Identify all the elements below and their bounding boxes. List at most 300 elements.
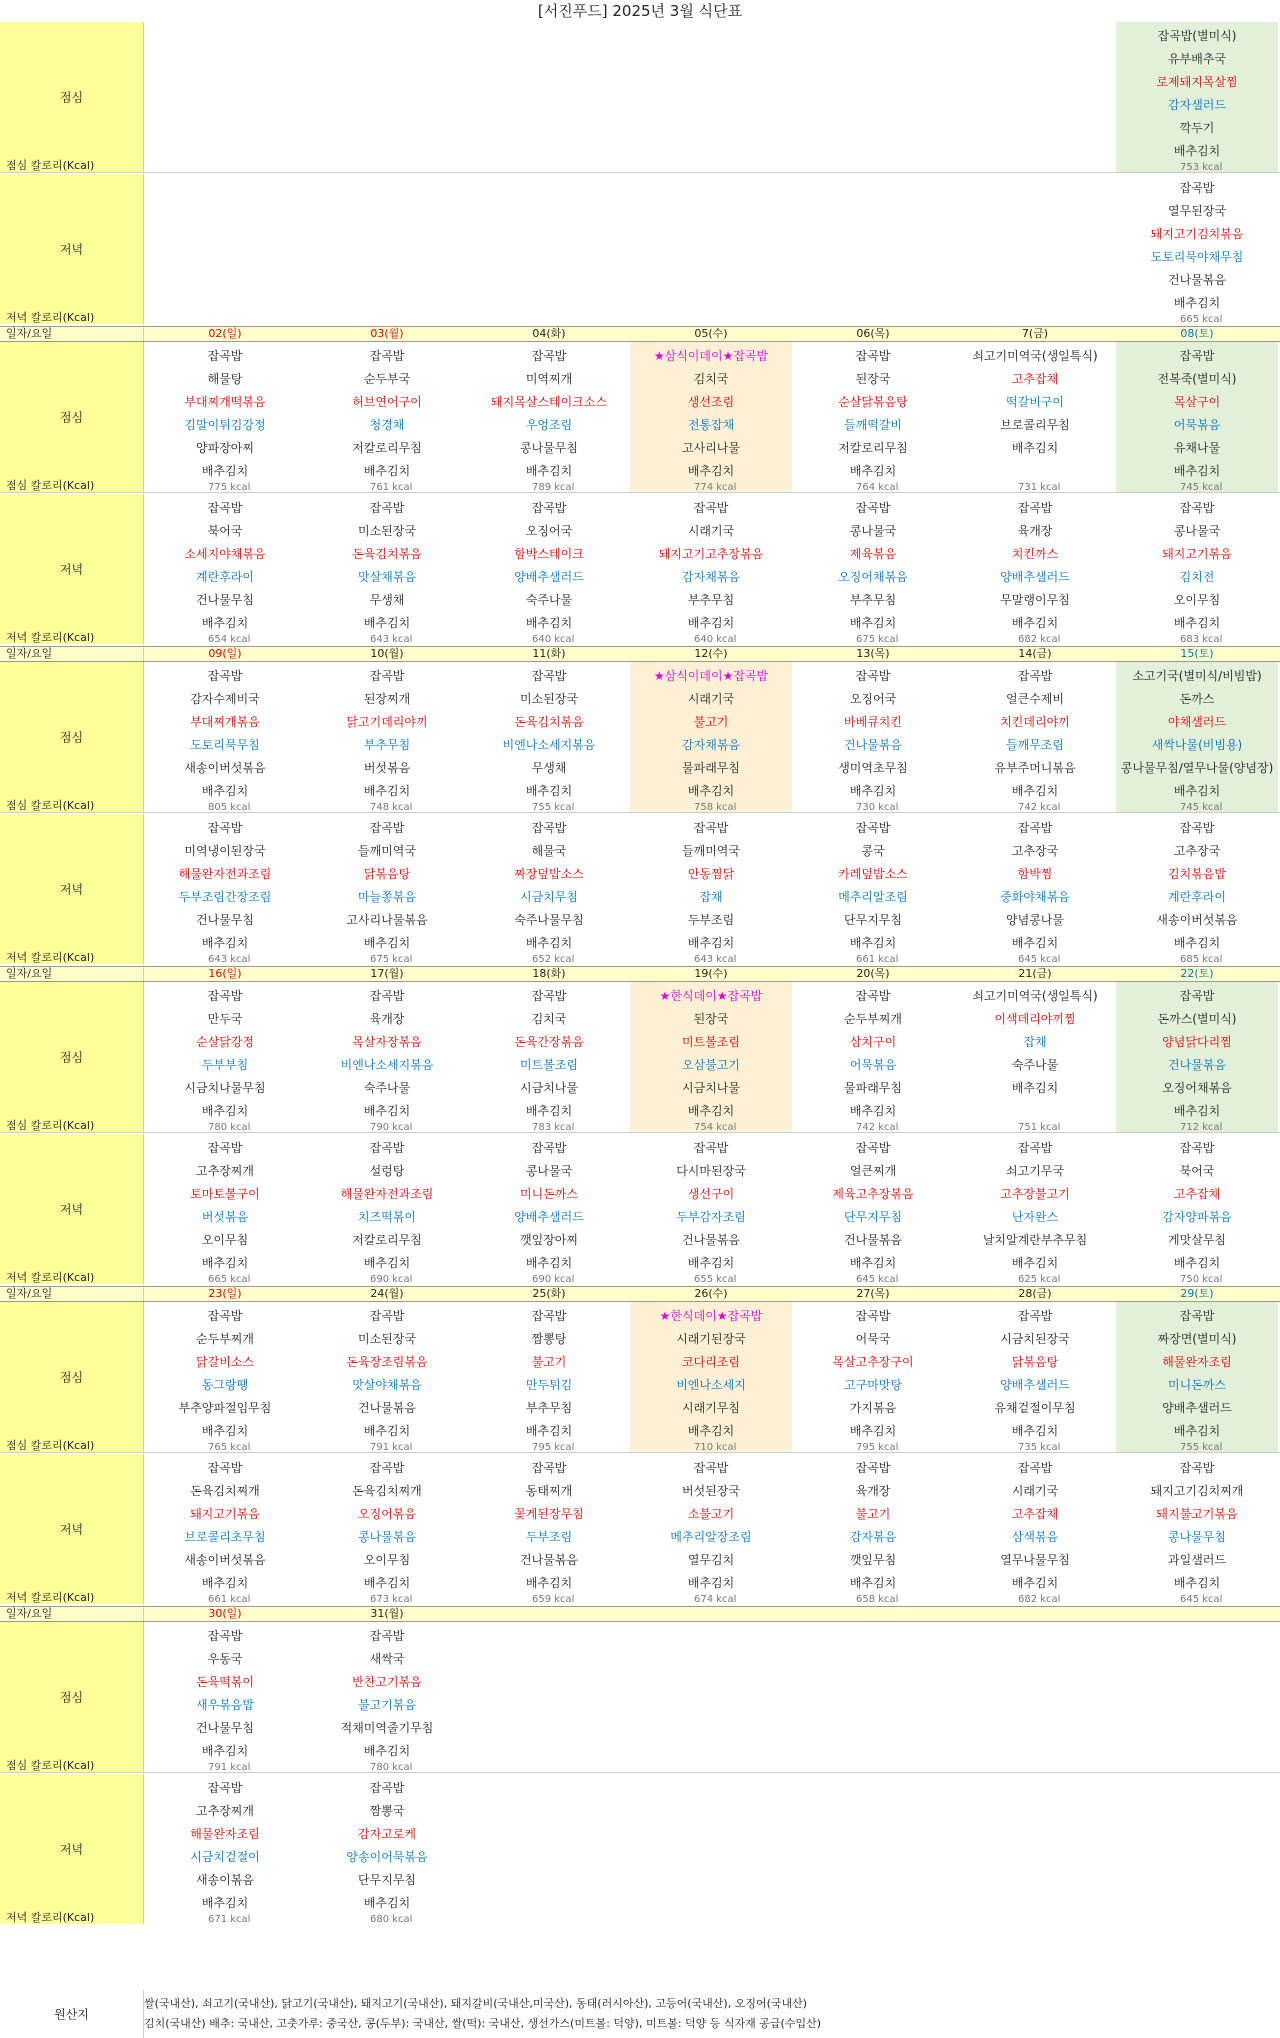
empty-slot bbox=[954, 268, 1116, 291]
menu-item: 도토리묵야채무침 bbox=[1150, 249, 1244, 264]
menu-item: 콩국 bbox=[861, 843, 885, 858]
menu-item: 삼치구이 bbox=[849, 1034, 897, 1049]
menu-item: 해물완자전과조림 bbox=[340, 1186, 434, 1201]
menu-item: 함박스테이크 bbox=[514, 546, 584, 561]
empty-slot bbox=[792, 1868, 954, 1891]
day-date: 16(일) bbox=[208, 967, 242, 980]
menu-cell bbox=[954, 1622, 1116, 1772]
kcal-value: 645 kcal bbox=[1180, 1593, 1223, 1605]
menu-item: 설렁탕 bbox=[369, 1163, 405, 1178]
menu-item: 깍두기 bbox=[1179, 120, 1215, 135]
menu-item: 배추김치 bbox=[525, 615, 573, 630]
menu-cell bbox=[792, 174, 954, 324]
kcal-value: 730 kcal bbox=[856, 801, 899, 813]
menu-cell bbox=[144, 1134, 306, 1284]
menu-item: 잡곡밥 bbox=[207, 349, 243, 363]
menu-item: 짜장면(별미식) bbox=[1157, 1331, 1237, 1346]
menu-cell bbox=[954, 1302, 1116, 1452]
origin-line-2: 김치(국내산) 배추: 국내산, 고춧가루: 중국산, 콩(두부): 국내산, 쌀(떡): 국내산, 생선가스(미트볼: 덕양), 미트볼: 덕양 등 식자재 공급(수입산) bbox=[144, 2017, 822, 2030]
dinner-row bbox=[0, 494, 1280, 644]
menu-item: 시래기국 bbox=[1011, 1483, 1059, 1498]
empty-slot bbox=[630, 291, 792, 314]
menu-item: 배추김치 bbox=[525, 783, 573, 798]
menu-item: 미트볼조림 bbox=[682, 1034, 740, 1049]
empty-slot bbox=[954, 1670, 1116, 1693]
empty-slot bbox=[468, 1822, 630, 1845]
menu-cell bbox=[954, 22, 1116, 172]
menu-item: 다시마된장국 bbox=[676, 1163, 746, 1178]
menu-item: 얼큰찌개 bbox=[849, 1163, 897, 1178]
kcal-value: 665 kcal bbox=[208, 1273, 251, 1285]
day-date: 11(화) bbox=[532, 647, 566, 660]
kcal-value bbox=[792, 314, 954, 325]
menu-item: 된장국 bbox=[693, 1011, 729, 1026]
menu-item: 고추장찌개 bbox=[196, 1163, 254, 1178]
empty-slot bbox=[468, 291, 630, 314]
day-date: 28(금) bbox=[1018, 1287, 1052, 1300]
menu-item: 감자볶음 bbox=[849, 1529, 897, 1544]
menu-item: 돈육장조림볶음 bbox=[346, 1354, 428, 1369]
empty-slot bbox=[306, 199, 468, 222]
menu-item: 오이무침 bbox=[1173, 592, 1221, 607]
menu-item: 배추김치 bbox=[849, 1575, 897, 1590]
menu-item: 마늘쫑볶음 bbox=[358, 889, 416, 904]
menu-cell bbox=[468, 1622, 630, 1772]
menu-cell bbox=[468, 22, 630, 172]
menu-item: 저칼로리무침 bbox=[838, 440, 908, 455]
menu-cell bbox=[144, 1622, 306, 1772]
menu-cell bbox=[306, 1454, 468, 1604]
empty-slot bbox=[792, 222, 954, 245]
lunch-label-text: 점심 bbox=[59, 730, 84, 745]
menu-item: 배추김치 bbox=[201, 463, 249, 478]
empty-slot bbox=[468, 176, 630, 199]
empty-slot bbox=[630, 1799, 792, 1822]
menu-item: 돈육간장볶음 bbox=[514, 1034, 584, 1049]
day-header-row bbox=[0, 646, 1280, 662]
menu-item: 배추김치 bbox=[363, 1255, 411, 1270]
menu-item: 잡곡밥 bbox=[1179, 501, 1215, 515]
menu-item: 닭볶음탕 bbox=[1011, 1354, 1059, 1369]
menu-item: 돼지불고기볶음 bbox=[1156, 1506, 1238, 1521]
kcal-value: 652 kcal bbox=[532, 953, 575, 965]
menu-item: 건나물볶음 bbox=[1168, 1057, 1226, 1072]
menu-item: 콩나물볶음 bbox=[358, 1529, 416, 1544]
menu-item: 배추김치 bbox=[201, 935, 249, 950]
empty-slot bbox=[630, 139, 792, 162]
empty-slot bbox=[306, 70, 468, 93]
menu-item: 미트볼조림 bbox=[520, 1057, 578, 1072]
empty-slot bbox=[468, 1776, 630, 1799]
kcal-value: 710 kcal bbox=[694, 1441, 737, 1453]
menu-cell bbox=[306, 22, 468, 172]
menu-item: 미소된장국 bbox=[358, 1331, 416, 1346]
menu-item: 배추김치 bbox=[1011, 1575, 1059, 1590]
menu-item: 이색데리야끼찜 bbox=[994, 1011, 1076, 1026]
menu-item: 들깨무조림 bbox=[1006, 737, 1064, 752]
empty-slot bbox=[1116, 1693, 1278, 1716]
menu-item: 김치볶음밥 bbox=[1168, 866, 1226, 881]
lunch-row bbox=[0, 1302, 1280, 1453]
menu-item: 유부주머니볶음 bbox=[994, 760, 1076, 775]
empty-slot bbox=[144, 222, 306, 245]
menu-item: 돼지고기볶음 bbox=[190, 1506, 260, 1521]
menu-item: 북어국 bbox=[207, 523, 243, 538]
day-header-label bbox=[0, 1607, 144, 1621]
day-date: 20(목) bbox=[856, 967, 890, 980]
empty-slot bbox=[630, 24, 792, 47]
menu-item: 만두국 bbox=[207, 1011, 243, 1026]
menu-item: 배추김치 bbox=[201, 615, 249, 630]
menu-item: 양념콩나물 bbox=[1006, 912, 1064, 927]
kcal-value: 783 kcal bbox=[532, 1121, 575, 1133]
empty-slot bbox=[1116, 1891, 1278, 1914]
menu-item: ★삼식이데이★잡곡밥 bbox=[653, 669, 769, 683]
empty-slot bbox=[144, 47, 306, 70]
menu-cell bbox=[792, 1302, 954, 1452]
menu-item: 콩나물국 bbox=[1173, 523, 1221, 538]
menu-item: 잡곡밥 bbox=[1179, 1461, 1215, 1475]
dinner-row bbox=[0, 1134, 1280, 1284]
menu-item: 잡곡밥 bbox=[1017, 669, 1053, 683]
kcal-value: 658 kcal bbox=[856, 1593, 899, 1605]
kcal-value: 671 kcal bbox=[208, 1913, 251, 1925]
dinner-label-text: 저녁 bbox=[59, 242, 84, 257]
day-header-label-text: 일자/요일 bbox=[6, 647, 53, 660]
menu-item: 짜장덮밥소스 bbox=[514, 866, 584, 881]
menu-item: 배추김치 bbox=[525, 1103, 573, 1118]
menu-item: 잡곡밥 bbox=[531, 1141, 567, 1155]
menu-item: 돼지고기김치볶음 bbox=[1150, 226, 1244, 241]
menu-cell bbox=[468, 662, 630, 812]
kcal-value bbox=[468, 162, 630, 173]
menu-item: 잡곡밥 bbox=[369, 501, 405, 515]
menu-item: 된장찌개 bbox=[363, 691, 411, 706]
dinner-label bbox=[0, 1454, 144, 1604]
menu-cell bbox=[306, 1774, 468, 1924]
menu-item: 시금치나물 bbox=[520, 1080, 578, 1095]
lunch-row bbox=[0, 982, 1280, 1133]
empty-slot bbox=[954, 1716, 1116, 1739]
kcal-value: 682 kcal bbox=[1018, 633, 1061, 645]
menu-item: 목살고추장구이 bbox=[832, 1354, 914, 1369]
lunch-label-text: 점심 bbox=[59, 410, 84, 425]
menu-cell bbox=[306, 662, 468, 812]
kcal-value bbox=[1116, 1762, 1278, 1773]
menu-item: 잡곡밥 bbox=[531, 1309, 567, 1323]
menu-item: 잡곡밥 bbox=[531, 349, 567, 363]
kcal-value: 753 kcal bbox=[1180, 161, 1223, 173]
empty-slot bbox=[144, 116, 306, 139]
lunch-label bbox=[0, 1302, 144, 1452]
menu-item: 새싹나물(비빔용) bbox=[1151, 737, 1243, 752]
menu-item: 두부부침 bbox=[201, 1057, 249, 1072]
empty-slot bbox=[954, 1845, 1116, 1868]
empty-slot bbox=[792, 199, 954, 222]
origin-text bbox=[144, 1990, 1280, 2038]
menu-item: 생선조림 bbox=[687, 394, 735, 409]
day-date: 31(월) bbox=[370, 1607, 404, 1620]
menu-cell bbox=[144, 342, 306, 492]
menu-item: 버섯볶음 bbox=[363, 760, 411, 775]
empty-slot bbox=[792, 116, 954, 139]
dinner-kcal-label: 저녁 칼로리(Kcal) bbox=[6, 1271, 95, 1284]
kcal-value: 751 kcal bbox=[1018, 1121, 1061, 1133]
menu-item: 잡곡밥 bbox=[207, 1141, 243, 1155]
empty-slot bbox=[306, 176, 468, 199]
menu-item: 육개장 bbox=[1017, 523, 1053, 538]
menu-item: 배추김치 bbox=[1173, 783, 1221, 798]
menu-item: 목살구이 bbox=[1173, 394, 1221, 409]
menu-item: 잡곡밥 bbox=[207, 669, 243, 683]
menu-item: 짬뽕국 bbox=[369, 1803, 405, 1818]
menu-item: 부추양파절임무침 bbox=[178, 1400, 272, 1415]
menu-item: 버섯볶음 bbox=[201, 1209, 249, 1224]
menu-cell bbox=[630, 1454, 792, 1604]
menu-item: 배추김치 bbox=[1011, 1255, 1059, 1270]
empty-slot bbox=[306, 245, 468, 268]
day-date bbox=[792, 1607, 954, 1621]
menu-item: 북어국 bbox=[1179, 1163, 1215, 1178]
lunch-label bbox=[0, 982, 144, 1132]
menu-item: 삼색볶음 bbox=[1011, 1529, 1059, 1544]
empty-slot bbox=[954, 1099, 1116, 1122]
day-date: 23(일) bbox=[208, 1287, 242, 1300]
day-date: 21(금) bbox=[1018, 967, 1052, 980]
kcal-value bbox=[792, 1914, 954, 1925]
empty-slot bbox=[1116, 1647, 1278, 1670]
empty-slot bbox=[792, 176, 954, 199]
menu-item: 잡곡밥 bbox=[369, 1141, 405, 1155]
menu-cell bbox=[954, 982, 1116, 1132]
menu-item: 깻잎무침 bbox=[849, 1552, 897, 1567]
lunch-row bbox=[0, 342, 1280, 493]
menu-item: 숙주나물 bbox=[1011, 1057, 1059, 1072]
empty-slot bbox=[954, 1624, 1116, 1647]
menu-item: 배추김치 bbox=[201, 1743, 249, 1758]
day-date: 04(화) bbox=[532, 327, 566, 340]
menu-item: 배추김치 bbox=[1173, 1423, 1221, 1438]
menu-item: 제육고추장볶음 bbox=[832, 1186, 914, 1201]
kcal-value: 774 kcal bbox=[694, 481, 737, 493]
menu-item: 배추김치 bbox=[1173, 143, 1221, 158]
menu-item: 잡곡밥 bbox=[855, 669, 891, 683]
menu-item: 건나물볶음 bbox=[1168, 272, 1226, 287]
menu-item: 잡곡밥 bbox=[369, 1461, 405, 1475]
menu-item: 감자고로케 bbox=[358, 1826, 416, 1841]
menu-item: 잡곡밥(별미식) bbox=[1157, 29, 1237, 43]
menu-item: 잡곡밥 bbox=[1179, 349, 1215, 363]
menu-item: 육개장 bbox=[855, 1483, 891, 1498]
menu-item: 고사리나물 bbox=[682, 440, 740, 455]
menu-item: 오징어국 bbox=[849, 691, 897, 706]
menu-item: 물파래무침 bbox=[844, 1080, 902, 1095]
menu-item: 양배추샐러드 bbox=[1000, 1377, 1070, 1392]
menu-item: 배추김치 bbox=[1173, 463, 1221, 478]
menu-item: 건나물무침 bbox=[196, 1720, 254, 1735]
menu-cell bbox=[792, 814, 954, 964]
menu-item: 배추김치 bbox=[849, 1255, 897, 1270]
menu-item: 단무지무침 bbox=[358, 1872, 416, 1887]
origin-line-1: 쌀(국내산), 쇠고기(국내산), 닭고기(국내산), 돼지고기(국내산), 돼지갈비(국내산,미국산), 동태(러시아산), 고등어(국내산), 오징어(국내산) bbox=[144, 1997, 808, 2010]
dinner-label-text: 저녁 bbox=[59, 1842, 84, 1857]
menu-item: 두부조림 bbox=[525, 1529, 573, 1544]
menu-item: 새싹국 bbox=[369, 1651, 405, 1666]
day-header-label-text: 일자/요일 bbox=[6, 967, 53, 980]
kcal-value: 673 kcal bbox=[370, 1593, 413, 1605]
empty-slot bbox=[468, 1799, 630, 1822]
empty-slot bbox=[468, 116, 630, 139]
menu-item: 버섯된장국 bbox=[682, 1483, 740, 1498]
menu-item: 콩나물국 bbox=[849, 523, 897, 538]
menu-item: 치킨까스 bbox=[1011, 546, 1059, 561]
menu-cell bbox=[144, 662, 306, 812]
empty-slot bbox=[630, 176, 792, 199]
menu-item: 건나물무침 bbox=[196, 912, 254, 927]
empty-slot bbox=[954, 1799, 1116, 1822]
kcal-value: 755 kcal bbox=[532, 801, 575, 813]
menu-item: 양배추샐러드 bbox=[1000, 569, 1070, 584]
empty-slot bbox=[792, 93, 954, 116]
empty-slot bbox=[954, 1776, 1116, 1799]
menu-item: 로제돼지목살찜 bbox=[1156, 74, 1238, 89]
menu-cell bbox=[144, 1302, 306, 1452]
empty-slot bbox=[144, 139, 306, 162]
day-header-label bbox=[0, 327, 144, 341]
menu-item: 배추김치 bbox=[201, 1255, 249, 1270]
menu-item: 배추김치 bbox=[849, 615, 897, 630]
menu-item: 순두부찌개 bbox=[844, 1011, 902, 1026]
day-date: 29(토) bbox=[1180, 1287, 1214, 1300]
menu-item: 잡곡밥 bbox=[369, 1309, 405, 1323]
menu-item: 비엔나소세지볶음 bbox=[340, 1057, 434, 1072]
menu-item: 배추김치 bbox=[1011, 615, 1059, 630]
empty-slot bbox=[1116, 1799, 1278, 1822]
lunch-label-text: 점심 bbox=[59, 90, 84, 105]
menu-item: 잡곡밥 bbox=[1017, 1309, 1053, 1323]
empty-slot bbox=[468, 1624, 630, 1647]
lunch-kcal-label: 점심 칼로리(Kcal) bbox=[6, 799, 95, 812]
menu-item: 숙주나물 bbox=[525, 592, 573, 607]
menu-item: 얼큰수제비 bbox=[1006, 691, 1064, 706]
menu-item: 열무김치 bbox=[687, 1552, 735, 1567]
menu-item: 돈까스 bbox=[1179, 691, 1215, 706]
menu-item: 시금치나물무침 bbox=[184, 1080, 266, 1095]
menu-item: 동그랑땡 bbox=[201, 1377, 249, 1392]
menu-cell bbox=[306, 982, 468, 1132]
empty-slot bbox=[468, 222, 630, 245]
menu-item: 어묵볶음 bbox=[1173, 417, 1221, 432]
menu-cell bbox=[954, 174, 1116, 324]
menu-item: 콩나물무침 bbox=[1168, 1529, 1226, 1544]
kcal-value: 765 kcal bbox=[208, 1441, 251, 1453]
menu-item: 시래기국 bbox=[687, 691, 735, 706]
empty-slot bbox=[144, 176, 306, 199]
day-date: 27(목) bbox=[856, 1287, 890, 1300]
kcal-value: 745 kcal bbox=[1180, 481, 1223, 493]
menu-item: 비엔나소세지볶음 bbox=[502, 737, 596, 752]
day-date: 15(토) bbox=[1180, 647, 1214, 660]
menu-item: 양배추샐러드 bbox=[514, 569, 584, 584]
lunch-label bbox=[0, 1622, 144, 1772]
kcal-value bbox=[954, 162, 1116, 173]
menu-cell bbox=[144, 814, 306, 964]
kcal-value: 731 kcal bbox=[1018, 481, 1061, 493]
menu-item: 해물완자전과조림 bbox=[178, 866, 272, 881]
empty-slot bbox=[1116, 1739, 1278, 1762]
menu-item: 전복죽(별미식) bbox=[1157, 371, 1237, 386]
menu-cell bbox=[954, 1454, 1116, 1604]
empty-slot bbox=[630, 1891, 792, 1914]
menu-cell bbox=[468, 1134, 630, 1284]
empty-slot bbox=[792, 1739, 954, 1762]
kcal-value: 789 kcal bbox=[532, 481, 575, 493]
menu-item: 유채나물 bbox=[1173, 440, 1221, 455]
menu-item: 감자채볶음 bbox=[682, 737, 740, 752]
menu-cell bbox=[792, 1774, 954, 1924]
empty-slot bbox=[468, 1891, 630, 1914]
menu-item: 배추김치 bbox=[1011, 935, 1059, 950]
menu-item: 오삼불고기 bbox=[682, 1057, 740, 1072]
menu-item: 감자양파볶음 bbox=[1162, 1209, 1232, 1224]
kcal-value: 791 kcal bbox=[208, 1761, 251, 1773]
menu-item: 새우볶음밥 bbox=[196, 1697, 254, 1712]
menu-cell bbox=[954, 662, 1116, 812]
menu-item: 건나물볶음 bbox=[844, 737, 902, 752]
kcal-value: 640 kcal bbox=[694, 633, 737, 645]
menu-item: 고추장국 bbox=[1011, 843, 1059, 858]
kcal-value: 742 kcal bbox=[1018, 801, 1061, 813]
day-date: 30(일) bbox=[208, 1607, 242, 1620]
menu-item: 배추김치 bbox=[363, 1423, 411, 1438]
menu-item: 반찬고기볶음 bbox=[352, 1674, 422, 1689]
menu-item: 열무된장국 bbox=[1168, 203, 1226, 218]
lunch-label-text: 점심 bbox=[59, 1050, 84, 1065]
menu-item: 들깨떡갈비 bbox=[844, 417, 902, 432]
menu-item: 잡곡밥 bbox=[207, 1781, 243, 1795]
menu-item: 시금치무침 bbox=[520, 889, 578, 904]
menu-item: 잡채 bbox=[699, 889, 723, 904]
menu-item: 날치알계란부추무침 bbox=[982, 1232, 1088, 1247]
day-date: 05(수) bbox=[694, 327, 728, 340]
kcal-value bbox=[630, 1914, 792, 1925]
empty-slot bbox=[306, 222, 468, 245]
menu-item: 배추김치 bbox=[201, 783, 249, 798]
menu-cell bbox=[954, 1134, 1116, 1284]
kcal-value bbox=[954, 1914, 1116, 1925]
menu-item: 잡곡밥 bbox=[693, 1141, 729, 1155]
menu-item: 건나물볶음 bbox=[358, 1400, 416, 1415]
kcal-value: 625 kcal bbox=[1018, 1273, 1061, 1285]
menu-cell bbox=[468, 1302, 630, 1452]
menu-item: 순살닭강정 bbox=[196, 1034, 254, 1049]
menu-item: 게맛살무침 bbox=[1168, 1232, 1226, 1247]
empty-slot bbox=[1116, 1776, 1278, 1799]
menu-item: 들깨미역국 bbox=[358, 843, 416, 858]
empty-slot bbox=[630, 1845, 792, 1868]
menu-cell bbox=[144, 982, 306, 1132]
empty-slot bbox=[954, 1693, 1116, 1716]
kcal-value: 780 kcal bbox=[208, 1121, 251, 1133]
empty-slot bbox=[468, 70, 630, 93]
empty-slot bbox=[468, 1845, 630, 1868]
menu-cell bbox=[1116, 1454, 1278, 1604]
menu-item: 잡곡밥 bbox=[207, 1461, 243, 1475]
menu-cell bbox=[630, 1622, 792, 1772]
menu-item: 잡곡밥 bbox=[369, 989, 405, 1003]
menu-item: 배추김치 bbox=[849, 935, 897, 950]
menu-cell bbox=[954, 494, 1116, 644]
